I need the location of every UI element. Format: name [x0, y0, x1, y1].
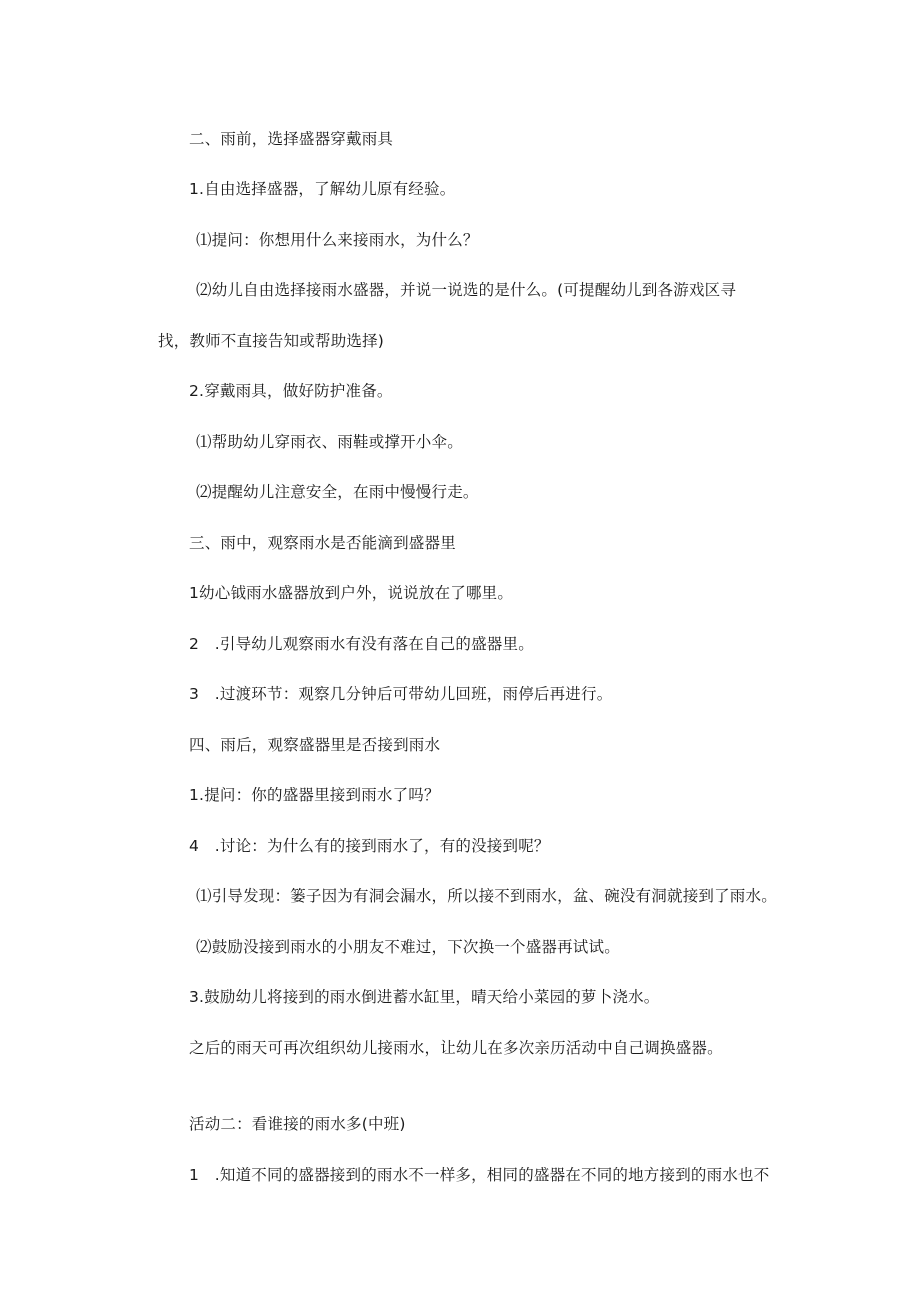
step-discuss: 4 .讨论：为什么有的接到雨水了，有的没接到呢？ [189, 837, 550, 855]
heading-after-rain: 四、雨后，观察盛器里是否接到雨水 [189, 736, 441, 754]
substep-guide-discovery: ⑴引导发现：篓子因为有洞会漏水，所以接不到雨水，盆、碗没有洞就接到了雨水。 [196, 887, 777, 905]
substep-encourage: ⑵鼓励没接到雨水的小朋友不难过，下次换一个盛器再试试。 [196, 938, 620, 956]
substep-safety: ⑵提醒幼儿注意安全，在雨中慢慢行走。 [196, 483, 479, 501]
step-rain-gear: 2.穿戴雨具，做好防护准备。 [189, 382, 393, 400]
step-observe-rain: 2 .引导幼儿观察雨水有没有落在自己的盛器里。 [189, 635, 534, 653]
step-ask: 1.提问：你的盛器里接到雨水了吗？ [189, 786, 440, 804]
substep-free-choice-cont: 找，教师不直接告知或帮助选择) [158, 332, 385, 350]
step-transition: 3 .过渡环节：观察几分钟后可带幼儿回班，雨停后再进行。 [189, 685, 613, 703]
step-choose-container: 1.自由选择盛器，了解幼儿原有经验。 [189, 180, 456, 198]
heading-during-rain: 三、雨中，观察雨水是否能滴到盛器里 [189, 534, 456, 552]
activity-two-goal: 1 .知道不同的盛器接到的雨水不一样多，相同的盛器在不同的地方接到的雨水也不 [189, 1166, 770, 1184]
heading-before-rain: 二、雨前，选择盛器穿戴雨具 [189, 130, 394, 148]
followup-note: 之后的雨天可再次组织幼儿接雨水，让幼儿在多次亲历活动中自己调换盛器。 [189, 1039, 723, 1057]
substep-help-wear: ⑴帮助幼儿穿雨衣、雨鞋或撑开小伞。 [196, 433, 463, 451]
substep-free-choice: ⑵幼儿自由选择接雨水盛器，并说一说选的是什么。(可提醒幼儿到各游戏区寻 [196, 281, 737, 299]
substep-question: ⑴提问：你想用什么来接雨水，为什么？ [196, 231, 479, 249]
heading-activity-two: 活动二：看谁接的雨水多(中班) [189, 1115, 406, 1133]
step-place-outside: 1幼心钺雨水盛器放到户外，说说放在了哪里。 [189, 584, 514, 602]
step-pour-water: 3.鼓励幼儿将接到的雨水倒进蓄水缸里，晴天给小菜园的萝卜浇水。 [189, 988, 660, 1006]
